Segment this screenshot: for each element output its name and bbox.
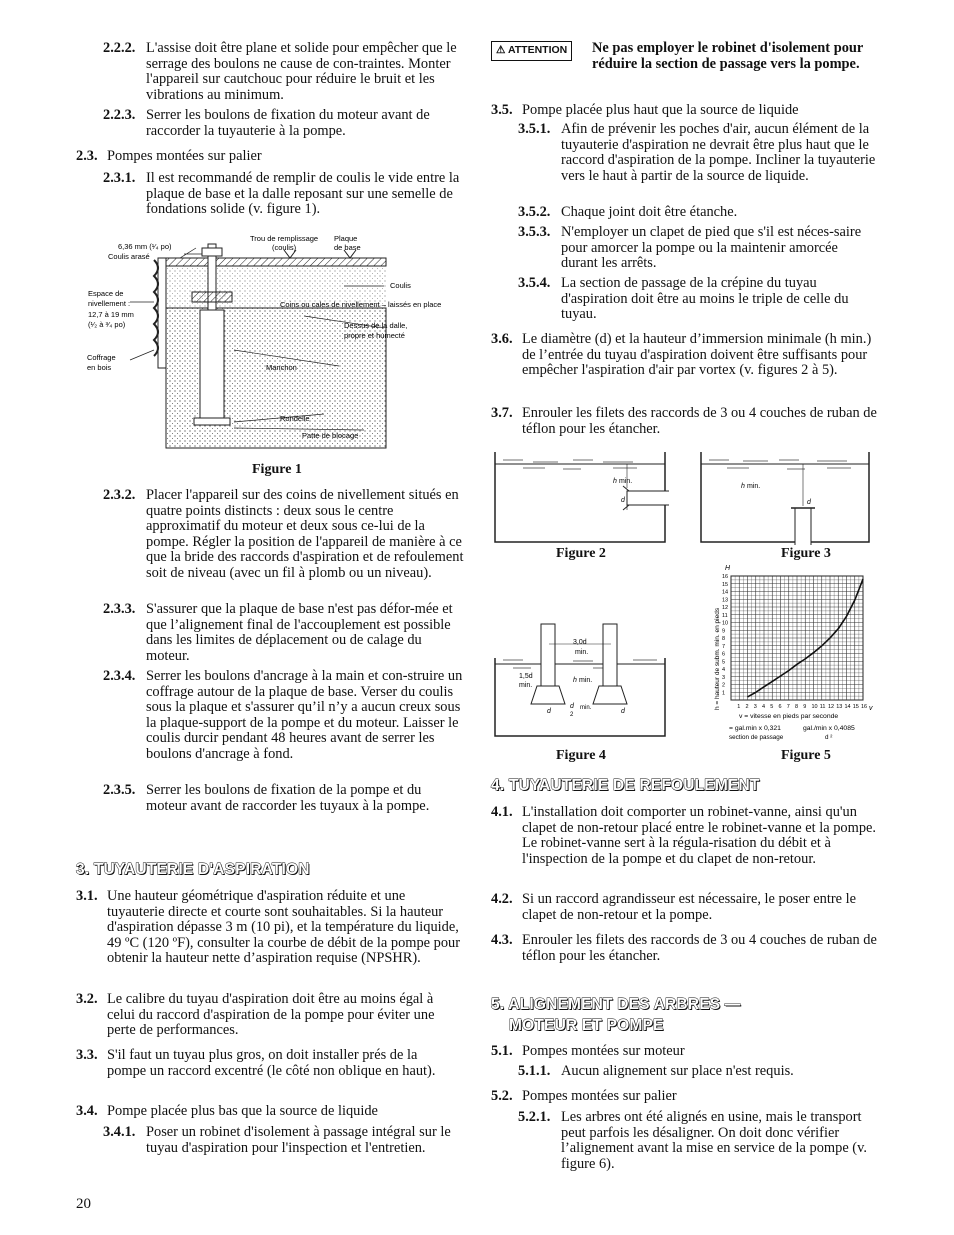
figure-2-drawing <box>493 450 669 545</box>
para-3-5 <box>491 103 877 119</box>
para-number: 4.1. <box>491 804 513 820</box>
para-4-3 <box>491 933 877 964</box>
para-text: La section de passage de la crépine du tuyau d'aspiration doit être au moins le triple de celle du tuyau. <box>561 275 849 323</box>
fig4-label-d2-den: 2 <box>570 712 574 718</box>
fig4-label-3-0d-min: min. <box>575 649 589 656</box>
para-3-6 <box>491 332 877 379</box>
chart-formula-1: = gal.min x 0,321 <box>729 725 781 732</box>
para-2-3-3 <box>103 602 464 664</box>
chart-x-tick-label: 1 <box>737 704 741 710</box>
para-text: Enrouler les filets des raccords de 3 ou 4 couches de ruban de téflon pour les étancher. <box>522 405 877 437</box>
para-3-5-4 <box>518 276 877 323</box>
chart-x-tick-label: 9 <box>803 704 807 710</box>
fig4-label-d2: d <box>570 703 574 710</box>
chart-x-tick-label: 16 <box>861 704 868 710</box>
fig2-label-d: d <box>621 497 625 504</box>
section-3-heading: 3. TUYAUTERIE D'ASPIRATION <box>76 861 310 878</box>
chart-y-tick-label: 3 <box>722 674 726 681</box>
para-text: Serrer les boulons de fixation du moteur avant de raccorder la tuyauterie à la pompe. <box>146 107 430 139</box>
para-3-1 <box>76 889 460 967</box>
para-5-2 <box>491 1089 877 1105</box>
chart-x-tick-label: 5 <box>770 704 774 710</box>
chart-y-tick-label: 1 <box>722 690 726 697</box>
para-text: L'assise doit être plane et solide pour empêcher que le serrage des boulons ne cause de con-traintes. Monter l'appareil sur cautchouc pour réduire le bruit et les vibrations au minimum. <box>146 40 457 103</box>
fig2-label-h: h <box>613 478 617 485</box>
fig1-label-patte: Patte de blocage <box>302 431 359 440</box>
para-text: S'il faut un tuyau plus gros, on doit installer prés de la pompe un raccord excentré (le côté non oblique en haut). <box>107 1047 436 1079</box>
chart-x-tick-label: 15 <box>852 704 859 710</box>
fig1-label-coffrage1: Coffrage <box>87 353 116 362</box>
fig4-label-3-0d: 3,0d <box>573 639 587 646</box>
para-number: 3.5.2. <box>518 204 551 220</box>
para-text: Poser un robinet d'isolement à passage intégral sur le tuyau d'aspiration pour l'inspection et l'entretien. <box>146 1124 451 1156</box>
fig4-label-h-min: min. <box>579 677 593 684</box>
para-text: Le diamètre (d) et la hauteur d’immersion minimale (h min.) de l’entrée du tuyau d'aspiration doivent être suffisants pour empêcher l'aspiration d'air par vortex (v. figures 2 à 5). <box>522 331 872 379</box>
para-number: 5.2. <box>491 1088 513 1104</box>
chart-x-letter: v <box>869 705 873 712</box>
para-text: Aucun alignement sur place n'est requis. <box>561 1063 794 1079</box>
para-number: 3.5. <box>491 102 513 118</box>
fig1-label-espace4: (¹⁄₂ à ³⁄₄ po) <box>88 320 126 329</box>
chart-x-tick-label: 2 <box>745 704 749 710</box>
para-text: Le calibre du tuyau d'aspiration doit être au moins égal à celui du raccord d'aspiration de la pompe pour éviter une perte de performances. <box>107 991 435 1039</box>
para-text: Il est recommandé de remplir de coulis le vide entre la plaque de base et la dalle reposant sur une semelle de fondations solide (v. figure 1). <box>146 170 460 218</box>
para-text: Pompes montées sur moteur <box>522 1043 685 1059</box>
para-text: Pompe placée plus bas que la source de liquide <box>107 1103 378 1119</box>
chart-formula-1-den: section de passage <box>729 734 784 741</box>
chart-x-title: v = vitesse en pieds par seconde <box>739 713 839 720</box>
para-text: N'employer un clapet de pied que s'il est néces-saire pour amorcer la pompe ou la maintenir amorcée durant les arrêts. <box>561 224 862 272</box>
attention-text: Ne pas employer le robinet d'isolement pour réduire la section de passage vers la pompe. <box>592 40 864 72</box>
para-2-2-3 <box>103 108 464 139</box>
chart-y-tick-label: 13 <box>722 597 729 604</box>
para-3-4-1 <box>103 1125 464 1156</box>
fig4-label-1-5d: 1,5d <box>519 673 533 680</box>
fig4-label-d2-min: min. <box>580 705 592 711</box>
chart-x-tick-label: 6 <box>778 704 782 710</box>
para-text: Enrouler les filets des raccords de 3 ou 4 couches de ruban de téflon pour les étancher. <box>522 932 877 964</box>
attention-notice <box>491 41 877 72</box>
fig1-label-dessus1: Dessus de la dalle, <box>344 321 408 330</box>
para-3-5-1 <box>518 122 877 184</box>
para-number: 3.2. <box>76 991 98 1007</box>
para-number: 3.5.3. <box>518 224 551 240</box>
chart-formula-2-den: d ² <box>825 734 833 741</box>
chart-y-title: h = hauteur de subm. min. en pieds <box>714 607 721 710</box>
figure-4-drawing <box>493 620 669 740</box>
para-number: 4.2. <box>491 891 513 907</box>
para-text: Les arbres ont été alignés en usine, mais le transport peut parfois les désaligner. On doit donc vérifier l’alignement avant la mise en service de la pompe (v. figure 6). <box>561 1109 867 1172</box>
chart-x-tick-label: 4 <box>762 704 766 710</box>
para-number: 2.3.5. <box>103 782 136 798</box>
fig1-label-coffrage2: en bois <box>87 363 112 372</box>
attention-badge: ⚠ ATTENTION <box>491 41 572 61</box>
para-3-3 <box>76 1048 460 1079</box>
chart-y-tick-label: 10 <box>722 620 729 627</box>
para-number: 5.1.1. <box>518 1063 551 1079</box>
chart-y-letter: H <box>725 565 731 572</box>
chart-y-tick-label: 2 <box>722 682 726 689</box>
figure-1-caption: Figure 1 <box>252 462 302 477</box>
para-number: 3.1. <box>76 888 98 904</box>
para-number: 2.2.3. <box>103 107 136 123</box>
fig1-label-coulis: Coulis <box>390 281 411 290</box>
para-2-3-1 <box>103 171 464 218</box>
chart-x-tick-label: 11 <box>819 704 826 710</box>
chart-formula-2: gal./min x 0,4085 <box>803 725 855 732</box>
section-5-heading-line2: MOTEUR ET POMPE <box>509 1017 664 1034</box>
para-number: 2.3.3. <box>103 601 136 617</box>
fig1-label-trou: Trou de remplissage <box>250 234 319 243</box>
fig1-label-trou2: (coulis) <box>272 243 297 252</box>
chart-y-tick-label: 4 <box>722 667 726 673</box>
chart-x-tick-label: 10 <box>811 704 818 710</box>
para-2-3 <box>76 149 464 165</box>
fig1-label-espace1: Espace de <box>88 289 124 298</box>
para-2-3-2 <box>103 488 464 582</box>
para-number: 3.7. <box>491 405 513 421</box>
para-2-3-5 <box>103 783 464 814</box>
chart-y-tick-label: 16 <box>722 574 729 580</box>
fig1-label-rondelle: Rondelle <box>280 414 310 423</box>
para-text: Pompes montées sur palier <box>107 148 262 164</box>
page-number: 20 <box>76 1196 91 1212</box>
fig1-label-plaque2: de base <box>334 243 361 252</box>
figure-2-caption: Figure 2 <box>556 546 606 561</box>
para-3-5-2 <box>518 205 877 221</box>
para-number: 2.3.2. <box>103 487 136 503</box>
para-text: S'assurer que la plaque de base n'est pas défor-mée et que l’alignement final de l'accouplement est possible dans les limites de déplacement ou de calage du moteur. <box>146 601 453 664</box>
fig1-label-coulis-arase: Coulis arasé <box>108 252 150 261</box>
para-text: Une hauteur géométrique d'aspiration réduite et une tuyauterie directe et courte sont souhaitables. Si la hauteur d'aspiration dépasse 3 m (10 pi), et la température du liquide, 49 ºC (120 ºF), consulter la courbe de débit de la pompe pour obtenir la hauteur nette d’aspiration requise (NPSHR). <box>107 888 461 967</box>
fig4-label-d-right: d <box>621 708 625 715</box>
chart-x-tick-label: 13 <box>836 704 843 710</box>
fig1-label-espace3: 12,7 à 19 mm <box>88 310 134 319</box>
chart-y-tick-label: 5 <box>722 659 726 666</box>
para-number: 2.3.4. <box>103 668 136 684</box>
chart-y-tick-label: 14 <box>722 589 729 596</box>
chart-y-tick-label: 6 <box>722 651 726 658</box>
chart-y-tick-label: 8 <box>722 636 726 642</box>
fig1-label-dessus2: propre et humecté <box>344 331 405 340</box>
para-number: 2.3. <box>76 148 98 164</box>
figure-3-drawing <box>697 450 873 545</box>
fig3-label-d: d <box>807 499 811 506</box>
para-text: Chaque joint doit être étanche. <box>561 204 738 220</box>
para-text: Pompe placée plus haut que la source de liquide <box>522 102 799 118</box>
para-number: 3.4. <box>76 1103 98 1119</box>
para-number: 5.2.1. <box>518 1109 551 1125</box>
para-text: Serrer les boulons d'ancrage à la main et con-struire un coffrage autour de la plaque de base. Verser du coulis sous la plaque et s'assurer qu’il n’y a aucun creux sous la plaque-support de la pompe et du moteur. Laisser le coulis durcir pendant 48 heures avant de serrer les boulons d'ancrage à fond. <box>146 668 463 762</box>
fig1-label-gap: 6,36 mm (¹⁄₄ po) <box>118 242 172 251</box>
para-text: Si un raccord agrandisseur est nécessaire, le poser entre le clapet de non-retour et la pompe. <box>522 891 857 923</box>
chart-y-tick-label: 12 <box>722 605 729 611</box>
figure-4-caption: Figure 4 <box>556 748 606 763</box>
para-number: 3.4.1. <box>103 1124 136 1140</box>
para-number: 3.5.4. <box>518 275 551 291</box>
figure-3-caption: Figure 3 <box>781 546 831 561</box>
fig1-label-coins: Coins ou cales de nivellement – laissés en place <box>280 300 442 309</box>
chart-x-tick-label: 8 <box>795 704 799 710</box>
section-4-heading: 4. TUYAUTERIE DE REFOULEMENT <box>491 777 760 794</box>
para-number: 2.3.1. <box>103 170 136 186</box>
para-text: Serrer les boulons de fixation de la pompe et du moteur avant de raccorder les tuyaux à la pompe. <box>146 782 430 814</box>
para-number: 2.2.2. <box>103 40 136 56</box>
para-5-1 <box>491 1044 877 1060</box>
fig3-label-h: h <box>741 483 745 490</box>
chart-y-tick-label: 9 <box>722 628 726 635</box>
chart-x-tick-label: 3 <box>753 704 757 710</box>
para-4-2 <box>491 892 877 923</box>
fig2-label-min: min. <box>619 478 633 485</box>
chart-y-tick-label: 15 <box>722 581 729 588</box>
fig3-label-min: min. <box>747 483 761 490</box>
fig1-label-plaque: Plaque <box>334 234 358 243</box>
para-number: 5.1. <box>491 1043 513 1059</box>
para-4-1 <box>491 805 877 867</box>
para-3-7 <box>491 406 877 437</box>
para-number: 3.5.1. <box>518 121 551 137</box>
fig4-label-d-left: d <box>547 708 551 715</box>
para-number: 4.3. <box>491 932 513 948</box>
chart-x-tick-label: 12 <box>828 704 835 710</box>
para-3-5-3 <box>518 225 877 272</box>
para-5-2-1 <box>518 1110 877 1172</box>
attention-label: ATTENTION <box>507 44 568 56</box>
para-text: Afin de prévenir les poches d'air, aucun élément de la tuyauterie d'aspiration ne devrait être plus haut que le raccord d'aspiration de la pompe. Incliner la tuyauterie vers le haut à partir de la source de liquide. <box>561 121 876 184</box>
para-text: Pompes montées sur palier <box>522 1088 677 1104</box>
fig1-label-manchon: Manchon <box>266 363 297 372</box>
para-number: 3.6. <box>491 331 513 347</box>
figure-1-drawing <box>84 230 464 452</box>
para-2-3-4 <box>103 669 464 763</box>
chart-x-tick-label: 7 <box>786 704 790 710</box>
figure-5-caption: Figure 5 <box>781 748 831 763</box>
chart-x-tick-label: 14 <box>844 704 851 710</box>
para-3-4 <box>76 1104 460 1120</box>
para-text: L'installation doit comporter un robinet-vanne, ainsi qu'un clapet de non-retour placé entre le robinet-vanne et la pompe. Le robinet-vanne sert à la régula-risation du débit et à l'inspection de la pompe et du clapet de non-retour. <box>522 804 877 867</box>
para-2-2-2 <box>103 41 464 103</box>
para-3-2 <box>76 992 460 1039</box>
figure-5-chart <box>691 560 877 745</box>
fig4-label-1-5d-min: min. <box>519 682 533 689</box>
section-5-heading-line1: 5. ALIGNEMENT DES ARBRES — <box>491 996 741 1013</box>
para-5-1-1 <box>518 1064 877 1080</box>
para-number: 3.3. <box>76 1047 98 1063</box>
chart-y-tick-label: 11 <box>722 612 728 619</box>
fig4-label-h: h <box>573 677 577 684</box>
para-text: Placer l'appareil sur des coins de nivellement situés en quatre points distincts : deux sous le centre approximatif du moteur et deux sous ce-lui de la pompe. Régler la position de l'appareil de manière à ce que la bride des raccords d'aspiration et de refoulement soit de niveau (avec un fil à plomb ou un niveau). <box>146 487 464 581</box>
chart-y-tick-label: 7 <box>722 643 726 650</box>
fig1-label-espace2: nivellement : <box>88 299 131 308</box>
